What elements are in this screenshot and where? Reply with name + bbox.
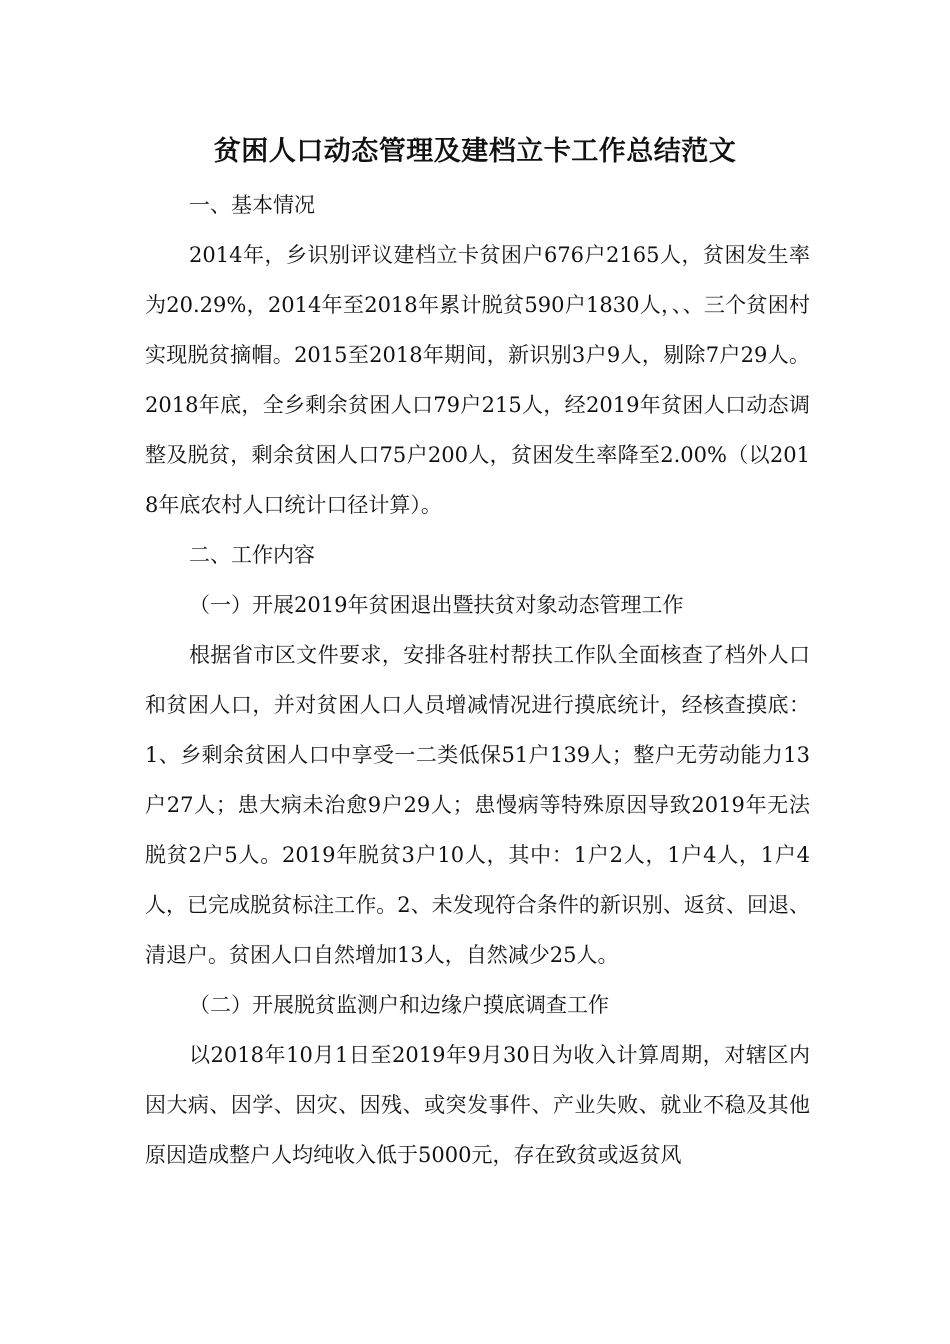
document-body [145,180,810,1180]
paragraph-basic-situation: 2014年，乡识别评议建档立卡贫困户676户2165人，贫困发生率为20.29%，2014年至2018年累计脱贫590户1830人，、、三个贫困村实现脱贫摘帽。2015至2018年期间，新识别3户9人，剔除7户29人。2018年底，全乡剩余贫困人口79户215人，经2019年贫困人口动态调整及脱贫，剩余贫困人口75户200人，贫困发生率降至2.00%（以2018年底农村人口统计口径计算）。 [145,243,810,517]
document-title: 贫困人口动态管理及建档立卡工作总结范文 [213,136,737,167]
section-heading-basic-situation: 一、基本情况 [189,193,315,217]
subsection-heading-monitoring-survey: （二）开展脱贫监测户和边缘户摸底调查工作 [189,993,609,1017]
paragraph-monitoring-survey: 以2018年10月1日至2019年9月30日为收入计算周期，对辖区内因大病、因学、因灾、因残、或突发事件、产业失败、就业不稳及其他原因造成整户人均纯收入低于5000元，存在致贫或返贫风 [145,1043,810,1167]
paragraph-dynamic-management: 根据省市区文件要求，安排各驻村帮扶工作队全面核查了档外人口和贫困人口，并对贫困人口人员增减情况进行摸底统计，经核查摸底：1、乡剩余贫困人口中享受一二类低保51户139人；整户无劳动能力13户27人；患大病未治愈9户29人；患慢病等特殊原因导致2019年无法脱贫2户5人。2019年脱贫3户10人，其中：1户2人，1户4人，1户4人，已完成脱贫标注工作。2、未发现符合条件的新识别、返贫、回退、清退户。贫困人口自然增加13人，自然减少25人。 [145,643,810,967]
subsection-heading-dynamic-management: （一）开展2019年贫困退出暨扶贫对象动态管理工作 [189,593,684,617]
section-heading-work-content: 二、工作内容 [189,543,315,567]
